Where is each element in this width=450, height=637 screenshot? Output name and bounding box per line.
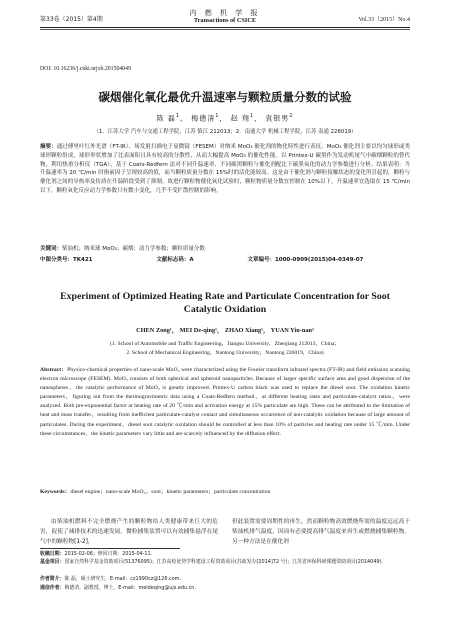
footnote-received [40,551,410,559]
authors-en: CHEN Zong¹， MEI De-qing¹， ZHAO Xiang¹， YUAN Yin-nan² [136,327,314,334]
header-volume-right: Vol.33（2015）No.4 [358,17,410,23]
author-cn-2: 梅德清 [191,114,216,123]
abstract-cn-text: 通过傅里叶红外光谱（FT-IR）、场发射扫描电子显微镜（FESEM）对纳米 MoO₃ 催化剂的物化特性进行表征。MoO₃ 催化剂主要以均匀球形或类球形颗粒组成，球形形状增加了比表面积且具有较高的分散性，从而大幅提高 MoO₃ 的催化性能。以 Printex-U 碳黑作为发动机尾气中碳烟颗粒的替代物，利用热重分析仪（TGA），基于 Coats-Redfern 法对不同升温速率、不同碳黑颗粒与催化剂配比下碳黑氧化的动力学参数进行分析。结果表明：当升温速率为 20 ℃/min 时指前因子呈现较高的值，而当颗粒质量分数在 15%时的活化能较高。这是由于催化剂与颗粒接触状态的变化所引起的，颗粒与催化剂之间的导热率及传质在升温阶段受到了抑制。故进行颗粒物催化氧化试验时，颗粒物质量分数宜控制在 10%以下，升温速率宜选取在 15 ℃/min 以下，颗粒氧化反应动力学参数只有微小变化，几乎不受扩散控制的影响。 [40,144,410,194]
abstract-en-text: Physico-chemical properties of nano-scale MoO₃ were characterized using the Fourier transform infrared spectra (FT-IR) and field emission scanning electron microscope (FESEM). MoO₃ consists of both spherical and spheroid nanoparticles. Because of larger specific surface area and good dispersion of the nanospheres，the catalytic performance of MoO₃ is greatly improved. Printex-U carbon black was used to replace the diesel soot. The oxidation kinetic parameters，figuring out from the thermogravimetric data using a Coats-Redfern method，at different heating rates and particulate-catalyst ratios，were analyzed. Both pre-exponential factor at heating rate of 20 ℃/min and activation energy at 15% particulate are high. These can be attributed to the limitation of heat and mass transfer，resulting from inefficient particulate-catalyst contact and simultaneous occurrence of non-catalytic oxidation because of large amount of particulates. During the experiment，diesel soot catalytic oxidation should be controlled at less than 10% of particles and heating rate under 15 ℃/min. Under these circumstances，the kinetic parameters vary little and are scarcely influenced by the diffusion effect. [40,367,410,437]
abstract-en-label: Abstract： [40,367,68,373]
keywords-cn-text: 柴油机；纳米球 MoO₃；碳烟；动力学参数；颗粒质量分数 [62,246,205,252]
authors-cn: 陈 磊$^1$， 梅德清$^1$， 赵 翔$^1$， 袁银男$^2$ [156,113,294,123]
footnote-author-text: 陈 磊，硕士研究生，E-mail：cz1990cz@126.com. [64,576,182,582]
footnote-funding [40,559,410,567]
header-journal-en: Transactions of CSICE [193,17,257,24]
affiliation-cn: （1．江苏大学 汽车与交通工程学院，江苏 镇江 212013；2．南通大学 机械工程学院，江苏 南通 226019） [93,129,357,135]
header-journal-cn: 内 燃 机 学 报 [189,9,261,17]
keywords-cn-label: 关键词： [40,246,63,252]
doi: DOI: 10.16236/j.cnki.nrjxb.201504049 [40,66,131,72]
footnote-rule [40,548,180,549]
footnote-corresponding-text: 梅德清，副教授，博士，E-mail：meideqing@ujs.edu.cn. [64,585,196,591]
footnote-corresponding [40,585,410,593]
classification-cn [40,256,410,265]
article-number: 文章编号：1000-0909(2015)04-0349-07 [247,257,364,263]
footnote-corresponding-label: 通信作者： [40,585,65,591]
author-cn-2-sup: 1 [215,113,220,119]
footnote-received-text: 2015-02-06；修回日期：2015-04-11. [64,551,153,557]
affiliation-en-line-2: 2. School of Mechanical Engineering，Nantong University，Nantong 226019，China) [126,350,324,356]
body-column-right: 但此装置需要周期性的再生，然而颗粒物高效燃烧所需的温度远远高于柴油机排气温度，因而有必要提高排气温度来再生或燃烧捕集颗粒物。另一种方法是在催化剂 [232,519,410,546]
header-rule-thin [40,29,410,30]
clc-number: 中图分类号：TK421 [40,257,93,263]
abstract-en [40,366,410,439]
footnote-author [40,576,410,584]
footnote-funding-text: 国家自然科学基金资助项目(51376095)；江苏高校优势学科建设工程资助项目(苏政发办[2014]72 号)；江苏省环保科研课题资助项目(2014049). [64,559,383,565]
header-volume-left: 第33卷（2015）第4期 [40,16,103,23]
author-cn-1-sup: 1 [175,113,181,119]
keywords-en-label: Keywords： [40,489,71,495]
affiliation-en-line-1: (1. School of Automobile and Traffic Engineering，Jiangsu University，Zhenjiang 212013，China； [110,341,340,347]
document-code: 文献标志码：A [156,257,194,263]
keywords-cn [40,245,410,254]
title-en: Experiment of Optimized Heating Rate and Particulate Concentration for Soot Catalytic Oxidation [60,291,390,315]
header-rule [40,27,410,28]
footnote-received-label: 收稿日期： [40,551,65,557]
author-cn-3: 赵 翔 [230,114,250,123]
footnote-author-label: 作者简介： [40,576,65,582]
affiliation-en [0,340,450,358]
keywords-en-text: diesel engine；nano-scale MoO₃；soot；kinetic parameters；particulate concentration [70,489,271,495]
abstract-cn-label: 摘要： [40,144,57,150]
title-cn: 碳烟催化氧化最优升温速率与颗粒质量分数的试验 [98,90,352,104]
author-cn-4: 袁银男 [265,114,290,123]
author-cn-1: 陈 磊 [156,114,176,123]
author-cn-4-sup: 2 [289,113,294,119]
body-column-left: 由柴油机燃料不完全燃烧产生的颗粒物给人类健康带来巨大的危害，促使了减排技术的迅速发展。微粒捕集装置可以有效捕集悬浮在尾气中的颗粒物[1-2]， [40,519,218,546]
author-cn-3-sup: 1 [249,113,254,119]
abstract-cn [40,143,410,196]
keywords-en [40,488,410,497]
footnote-funding-label: 基金项目： [40,559,65,565]
